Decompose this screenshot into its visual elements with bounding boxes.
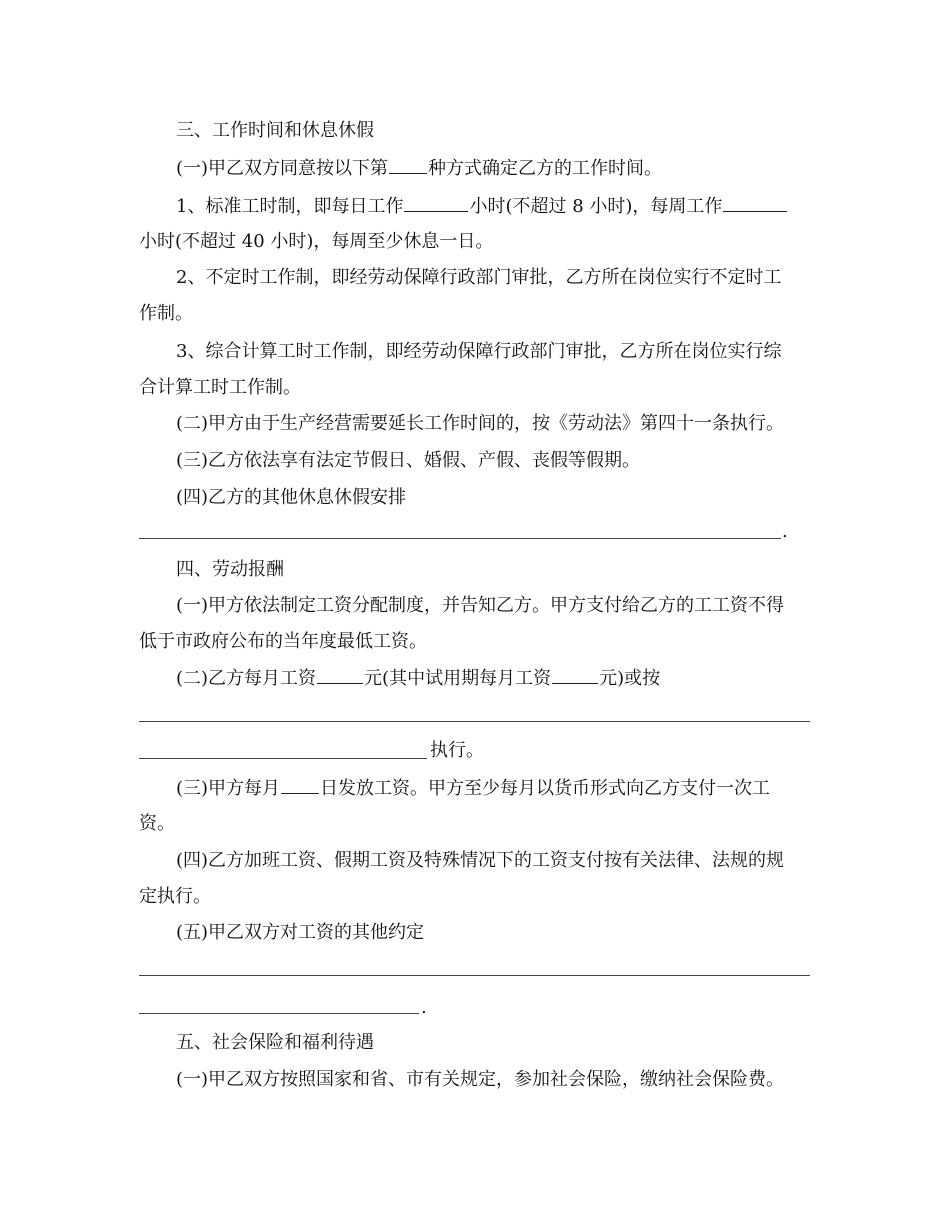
fill-line[interactable] — [139, 975, 810, 976]
paragraph-overtime-pay-cont: 定执行。 — [139, 886, 211, 907]
paragraph-monthly-wage — [176, 665, 660, 692]
text: 日发放工资。甲方至少每月以货币形式向乙方支付一次工 — [320, 778, 771, 799]
fill-blank[interactable] — [389, 155, 427, 174]
paragraph-comprehensive-hours-cont: 合计算工时工作制。 — [139, 377, 301, 398]
paragraph-work-hours-method — [176, 155, 662, 182]
paragraph-other-wage-terms: (五)甲乙双方对工资的其他约定 — [176, 922, 425, 943]
paragraph-comprehensive-hours: 3、综合计算工时工作制，即经劳动保障行政部门审批，乙方所在岗位实行综 — [176, 341, 782, 362]
text: 元)或按 — [599, 668, 661, 689]
section-heading-work-hours: 三、工作时间和休息休假 — [176, 120, 374, 141]
text: 小时(不超过 8 小时)，每周工作 — [469, 196, 723, 217]
text: 1、标准工时制，即每日工作 — [176, 196, 404, 217]
paragraph-wage-system-cont: 低于市政府公布的当年度最低工资。 — [139, 631, 427, 652]
fill-blank[interactable] — [317, 665, 363, 684]
text: 种方式确定乙方的工作时间。 — [428, 158, 663, 179]
fill-blank[interactable] — [281, 775, 319, 794]
period-mark: . — [782, 521, 788, 542]
fill-blank[interactable] — [404, 193, 468, 212]
fill-blank[interactable] — [723, 193, 787, 212]
paragraph-pay-date-cont: 资。 — [139, 813, 175, 834]
fill-line[interactable] — [139, 1013, 419, 1014]
paragraph-holidays: (三)乙方依法享有法定节假日、婚假、产假、丧假等假期。 — [176, 450, 641, 471]
fill-line[interactable] — [139, 721, 810, 722]
paragraph-overtime-pay: (四)乙方加班工资、假期工资及特殊情况下的工资支付按有关法律、法规的规 — [176, 850, 785, 871]
paragraph-standard-hours — [176, 193, 788, 220]
section-heading-remuneration: 四、劳动报酬 — [176, 559, 284, 580]
paragraph-monthly-wage-end: 执行。 — [430, 740, 484, 761]
paragraph-other-leave: (四)乙方的其他休息休假安排 — [176, 487, 407, 508]
paragraph-social-insurance: (一)甲乙双方按照国家和省、市有关规定，参加社会保险，缴纳社会保险费。 — [176, 1069, 785, 1090]
fill-line[interactable] — [139, 538, 781, 539]
text: (三)甲方每月 — [176, 778, 281, 799]
text: (二)乙方每月工资 — [176, 668, 317, 689]
paragraph-wage-system: (一)甲方依法制定工资分配制度，并告知乙方。甲方支付给乙方的工工资不得 — [176, 595, 785, 616]
paragraph-overtime: (二)甲方由于生产经营需要延长工作时间的，按《劳动法》第四十一条执行。 — [176, 413, 785, 434]
text: 元(其中试用期每月工资 — [364, 668, 552, 689]
text: (一)甲乙双方同意按以下第 — [176, 158, 389, 179]
paragraph-flexible-hours: 2、不定时工作制，即经劳动保障行政部门审批，乙方所在岗位实行不定时工 — [176, 267, 782, 288]
paragraph-pay-date — [176, 775, 770, 802]
paragraph-standard-hours-cont: 小时(不超过 40 小时)，每周至少休息一日。 — [139, 231, 494, 252]
paragraph-flexible-hours-cont: 作制。 — [139, 303, 193, 324]
fill-line[interactable] — [139, 758, 427, 759]
section-heading-social-insurance: 五、社会保险和福利待遇 — [176, 1032, 374, 1053]
period-mark: . — [421, 997, 427, 1018]
fill-blank[interactable] — [552, 665, 598, 684]
